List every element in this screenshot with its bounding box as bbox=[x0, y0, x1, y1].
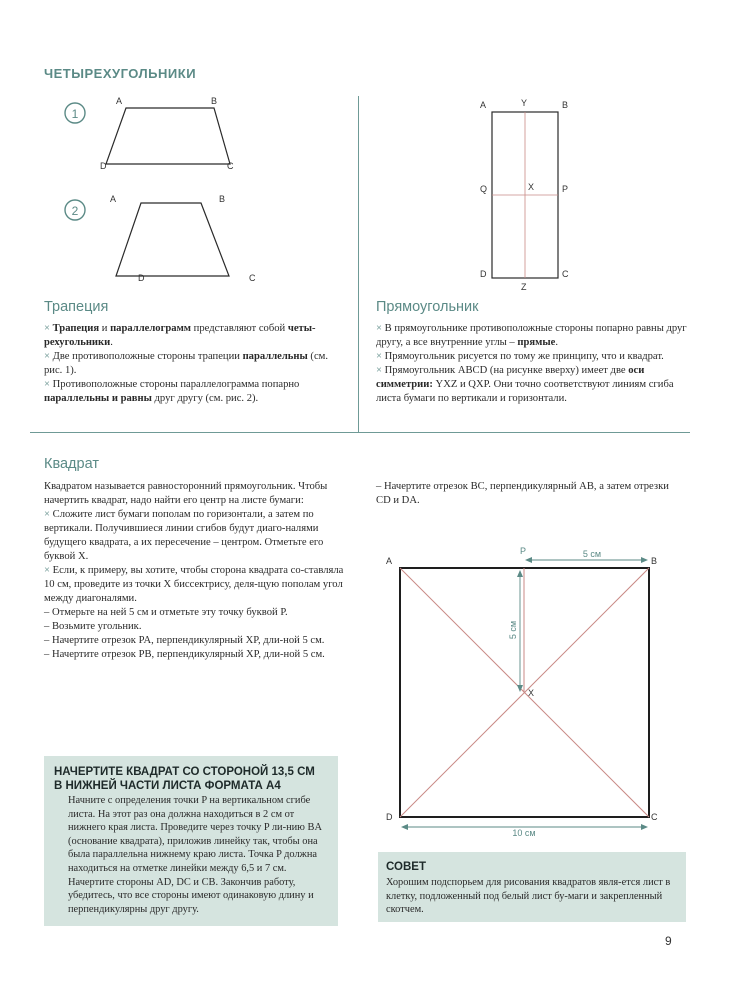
dim-vertical-label: 5 см bbox=[508, 620, 518, 640]
trapezoid-parallelogram-figure bbox=[58, 90, 298, 290]
dim-top-label: 5 см bbox=[582, 549, 602, 559]
square-text-right: – Начертите отрезок BC, перпендикулярный AB, а затем отрезки CD и DA. bbox=[376, 481, 669, 506]
rect-label-p: P bbox=[562, 184, 569, 194]
square-paragraph-1: Квадратом называется равносторонний прямоугольник. Чтобы начертить квадрат, надо найти его центр на листе бумаги: bbox=[44, 481, 328, 506]
rectangle-figure bbox=[470, 92, 580, 292]
tip-title: СОВЕТ bbox=[386, 861, 426, 873]
trapezoid-label-b: B bbox=[211, 96, 218, 106]
rect-label-d: D bbox=[480, 269, 487, 279]
term-quadrilaterals: четы-рехугольники bbox=[44, 323, 316, 348]
parallelogram-shape bbox=[116, 203, 229, 276]
square-text bbox=[44, 480, 344, 662]
trapezoid-label-a: A bbox=[116, 96, 123, 106]
text-fragment: В прямоугольнике противоположные стороны попарно равны друг другу, а все внутренние углы – bbox=[376, 323, 687, 348]
trapezoid-paragraph-3 bbox=[44, 378, 344, 406]
trapezoid-label-d: D bbox=[100, 161, 107, 171]
term-parallel: параллельны bbox=[242, 351, 308, 362]
dim-bottom-label: 10 см bbox=[512, 828, 536, 838]
bullet-icon: × bbox=[376, 351, 382, 362]
square-label-d: D bbox=[386, 812, 393, 822]
parallelogram-label-d: D bbox=[138, 273, 145, 283]
rect-label-y: Y bbox=[521, 98, 528, 108]
trapezoid-text bbox=[44, 322, 344, 406]
arrow-left-icon bbox=[401, 824, 408, 830]
text-fragment: представляют собой bbox=[191, 323, 288, 334]
rect-label-a: A bbox=[480, 100, 487, 110]
parallelogram-label-c: C bbox=[249, 273, 256, 283]
term-trapezoid: Трапеция bbox=[52, 323, 100, 334]
term-symmetry-axes: оси симметрии: bbox=[376, 365, 645, 390]
figure-number-1: 1 bbox=[71, 107, 79, 121]
rect-label-q: Q bbox=[480, 184, 488, 194]
exercise-title-line-2: В НИЖНЕЙ ЧАСТИ ЛИСТА ФОРМАТА А4 bbox=[54, 780, 281, 792]
square-heading: Квадрат bbox=[44, 456, 99, 472]
text-fragment: . bbox=[110, 337, 113, 348]
square-step-3: – Начертите отрезок PA, перпендикулярный XP, дли-ной 5 см. bbox=[44, 635, 325, 646]
trapezoid-heading: Трапеция bbox=[44, 299, 109, 315]
bullet-icon: × bbox=[376, 323, 382, 334]
section-divider bbox=[30, 432, 690, 433]
page-number: 9 bbox=[665, 934, 672, 948]
text-fragment: Прямоугольник ABCD (на рисунке вверху) имеет две bbox=[381, 365, 629, 376]
text-fragment: YXZ и QXP. Они точно соответствуют линиям сгиба листа бумаги по вертикали и горизонтали. bbox=[376, 379, 674, 404]
tip-body: Хорошим подспорьем для рисования квадратов явля-ется лист в клетку, подложенный под белый лист бу-маги и закрепленный скотчем. bbox=[386, 877, 671, 916]
term-parallelogram: параллелограмм bbox=[110, 323, 192, 334]
square-label-x: X bbox=[528, 688, 535, 698]
exercise-box bbox=[44, 756, 338, 926]
section-title: ЧЕТЫРЕХУГОЛЬНИКИ bbox=[44, 66, 197, 81]
rect-label-b: B bbox=[562, 100, 569, 110]
text-fragment: . bbox=[555, 337, 558, 348]
bullet-icon: × bbox=[376, 365, 382, 376]
trapezoid-label-c: C bbox=[227, 161, 234, 171]
bullet-icon: × bbox=[44, 351, 50, 362]
exercise-title-line-1: НАЧЕРТИТЕ КВАДРАТ СО СТОРОНОЙ 13,5 СМ bbox=[54, 766, 315, 778]
rectangle-paragraph-1 bbox=[376, 322, 688, 350]
arrow-down-icon bbox=[517, 685, 523, 692]
arrow-left-icon bbox=[525, 557, 532, 563]
text-fragment: Прямоугольник рисуется по тому же принципу, что и квадрат. bbox=[381, 351, 664, 362]
text-fragment: и bbox=[99, 323, 111, 334]
text-fragment: Если, к примеру, вы хотите, чтобы сторона квадрата со-ставляла 10 см, проведите из точки X биссектрису, деля-щую пополам угол между диагоналями. bbox=[44, 565, 344, 604]
square-label-c: C bbox=[651, 812, 658, 822]
rect-label-c: C bbox=[562, 269, 569, 279]
rect-label-z: Z bbox=[521, 282, 527, 292]
rect-label-x: X bbox=[528, 182, 535, 192]
trapezoid-paragraph-2 bbox=[44, 350, 344, 378]
square-paragraph-2 bbox=[44, 508, 344, 564]
arrow-right-icon bbox=[641, 557, 648, 563]
text-fragment: Сложите лист бумаги пополам по горизонтали, а затем по вертикали. Получившиеся линии сгибов будут диаго-налями будущего квадрата, а их пересечение – центром. Отметьте его буквой X. bbox=[44, 509, 324, 562]
term-right: прямые bbox=[517, 337, 556, 348]
bullet-icon: × bbox=[44, 323, 50, 334]
trapezoid-shape bbox=[106, 108, 230, 164]
tip-box bbox=[378, 852, 686, 922]
text-fragment: Две противоположные стороны трапеции bbox=[49, 351, 243, 362]
text-fragment: Противоположные стороны параллелограмма попарно bbox=[49, 379, 300, 390]
square-label-p: P bbox=[520, 546, 527, 556]
square-label-b: B bbox=[651, 556, 658, 566]
term-parallel-equal: параллельны и равны bbox=[44, 393, 152, 404]
parallelogram-label-b: B bbox=[219, 194, 226, 204]
square-step-1: – Отмерьте на ней 5 см и отметьте эту точку буквой P. bbox=[44, 607, 288, 618]
bullet-icon: × bbox=[44, 379, 50, 390]
square-step-2: – Возьмите угольник. bbox=[44, 621, 142, 632]
bullet-icon: × bbox=[44, 509, 50, 520]
square-paragraph-3 bbox=[44, 564, 344, 606]
square-construction-figure bbox=[380, 540, 670, 840]
rectangle-paragraph-3 bbox=[376, 364, 688, 406]
arrow-up-icon bbox=[517, 570, 523, 577]
rectangle-paragraph-2 bbox=[376, 350, 688, 364]
figure-number-2: 2 bbox=[71, 204, 79, 218]
bullet-icon: × bbox=[44, 565, 50, 576]
square-step-4: – Начертите отрезок PB, перпендикулярный XP, дли-ной 5 см. bbox=[44, 649, 325, 660]
trapezoid-paragraph-1 bbox=[44, 322, 344, 350]
arrow-right-icon bbox=[641, 824, 648, 830]
text-fragment: друг другу (см. рис. 2). bbox=[151, 393, 259, 404]
rectangle-text bbox=[376, 322, 688, 406]
text-fragment: (см. рис. 1). bbox=[44, 351, 329, 376]
exercise-body: Начните с определения точки P на вертикальном сгибе листа. На этот раз она должна находиться в 2 см от нижнего края листа. Проведите через точку P ли-нию BA (основание квадрата), приложив линейку так, чтобы она была параллельна нижнему краю листа. Точка P должна находиться на отметке линейки между 6,5 и 7 см. Начертите стороны AD, DC и CB. Закончив работу, убедитесь, что все стороны имеют одинаковую длину и перпендикулярны друг другу. bbox=[68, 795, 322, 915]
rectangle-heading: Прямоугольник bbox=[376, 299, 479, 315]
parallelogram-label-a: A bbox=[110, 194, 117, 204]
square-label-a: A bbox=[386, 556, 393, 566]
column-divider bbox=[358, 96, 359, 432]
